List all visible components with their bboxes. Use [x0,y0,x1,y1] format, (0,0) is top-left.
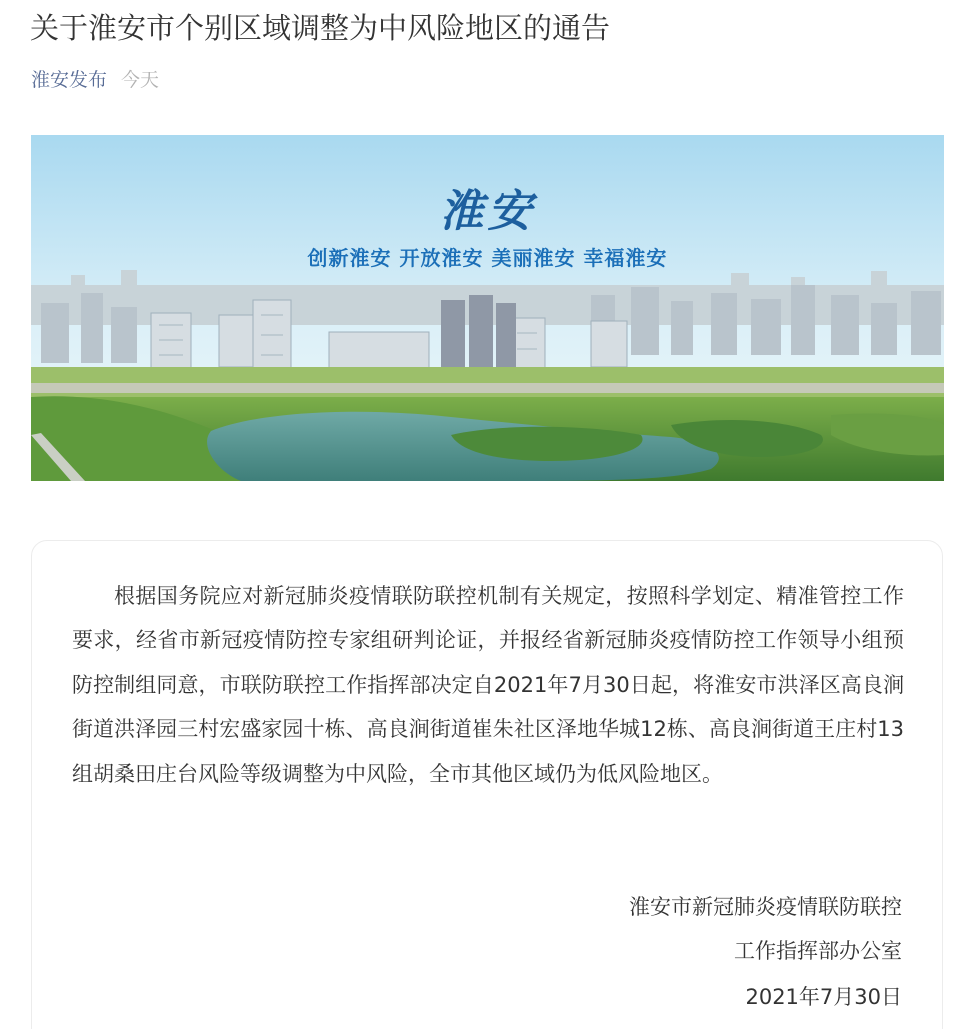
notice-body: 根据国务院应对新冠肺炎疫情联防联控机制有关规定，按照科学划定、精准管控工作要求，经省市新冠疫情防控专家组研判论证，并报经省新冠肺炎疫情防控工作领导小组预防控制组同意，市联防联控工作指挥部决定自2021年7月30日起，将淮安市洪泽区高良涧街道洪泽园三村宏盛家园十栋、高良涧街道崔朱社区泽地华城12栋、高良涧街道王庄村13组胡桑田庄台风险等级调整为中风险，全市其他区域仍为低风险地区。 [72,584,904,786]
signature-line-1: 淮安市新冠肺炎疫情联防联控 [629,895,902,919]
article-meta [31,66,159,94]
banner-slogan: 创新淮安 开放淮安 美丽淮安 幸福淮安 [307,246,668,270]
signature-line-2: 工作指挥部办公室 [734,939,902,963]
signature-date: 2021年7月30日 [745,985,902,1009]
article-title: 关于淮安市个别区域调整为中风险地区的通告 [30,11,611,45]
publish-date: 今天 [121,69,160,91]
banner-logo-text: 淮安 [439,186,536,237]
city-banner-image [31,135,944,481]
author-link[interactable]: 淮安发布 [31,69,108,91]
